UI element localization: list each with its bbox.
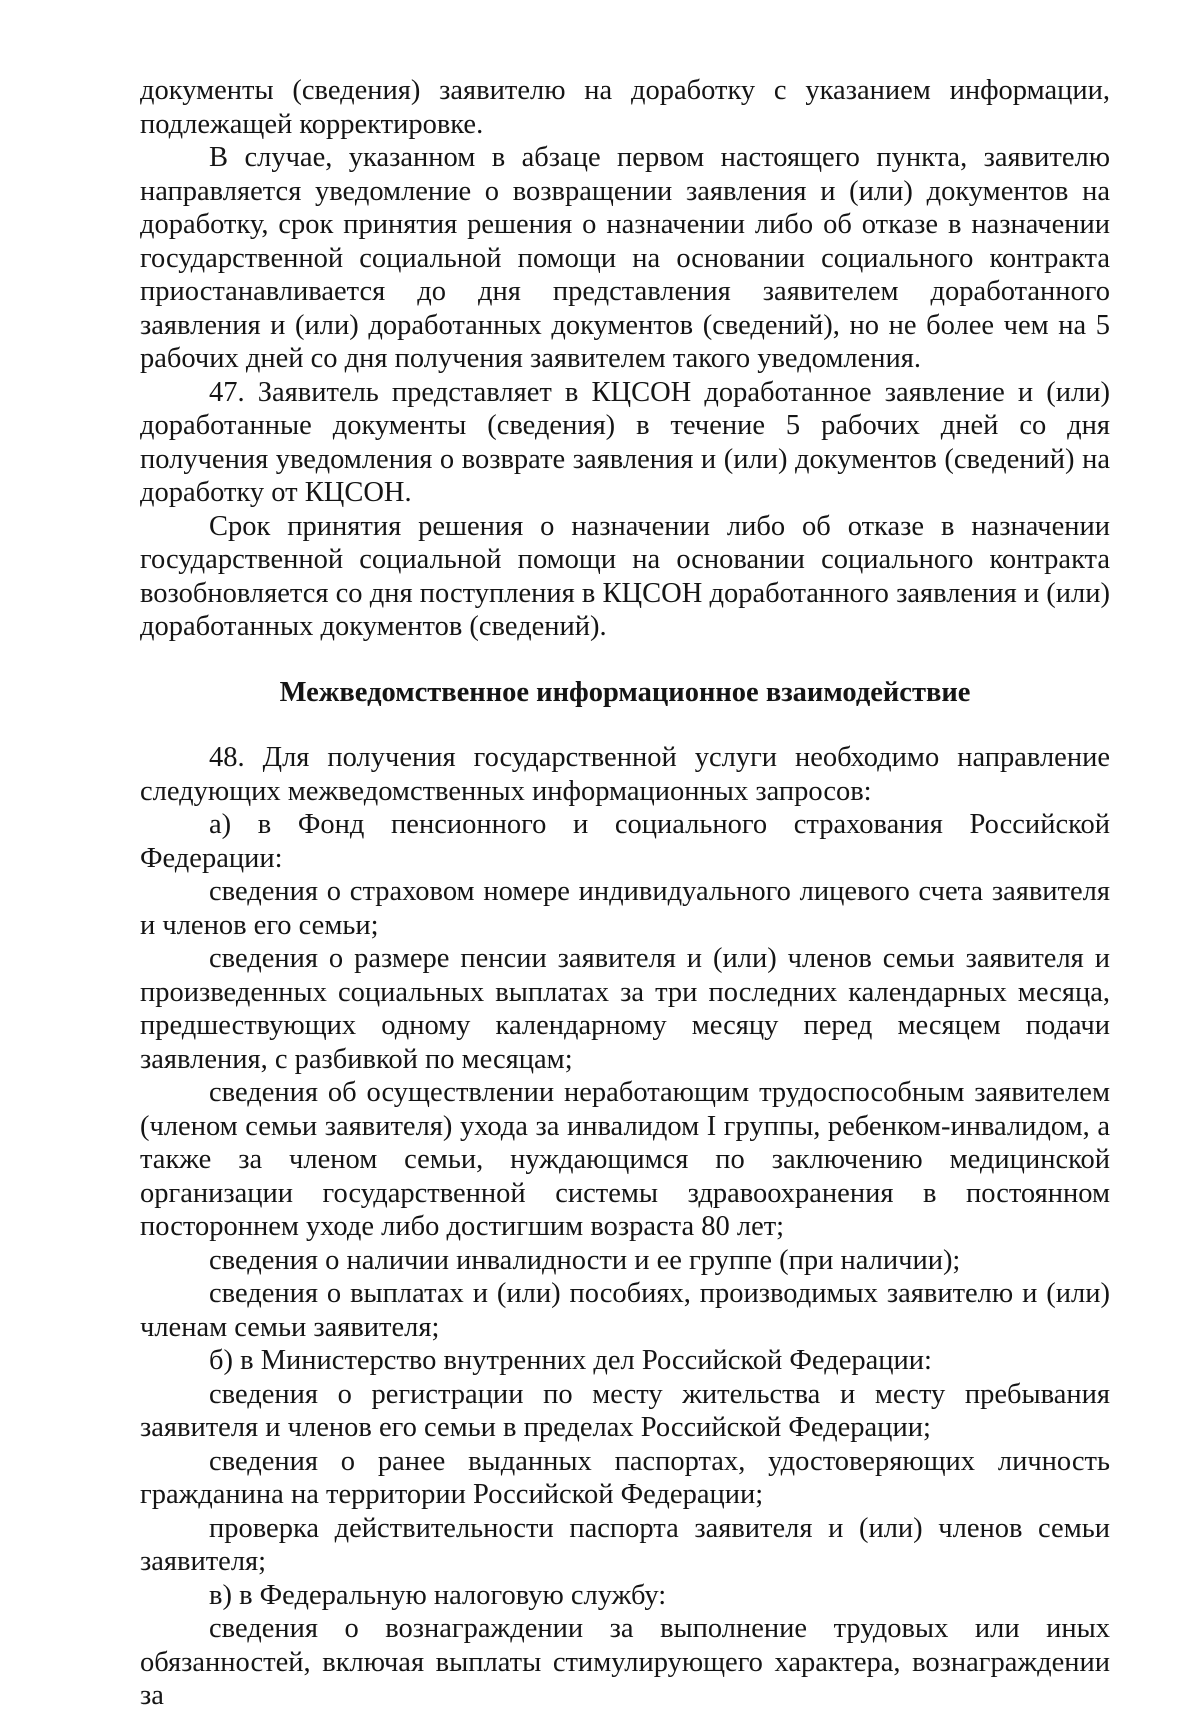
paragraph: сведения о ранее выданных паспортах, удостоверяющих личность гражданина на территории Российской Федерации; [140,1445,1110,1510]
paragraph: сведения о регистрации по месту жительства и месту пребывания заявителя и членов его семьи в пределах Российской Федерации; [140,1378,1110,1443]
subitem-a: а) в Фонд пенсионного и социального страхования Российской Федерации: [140,809,1110,874]
paragraph: документы (сведения) заявителю на доработку с указанием информации, подлежащей корректировке. [140,75,1110,140]
paragraph: сведения о страховом номере индивидуального лицевого счета заявителя и членов его семьи; [140,876,1110,941]
paragraph-item-47: 47. Заявитель представляет в КЦСОН доработанное заявление и (или) доработанные документы (сведения) в течение 5 рабочих дней со дня получения уведомления о возврате заявления и (или) документов (сведений) на доработку от КЦСОН. [140,376,1110,508]
paragraph: проверка действительности паспорта заявителя и (или) членов семьи заявителя; [140,1512,1110,1577]
paragraph: сведения о вознаграждении за выполнение трудовых или иных обязанностей, включая выплаты стимулирующего характера, вознаграждении за [140,1613,1110,1711]
paragraph: В случае, указанном в абзаце первом настоящего пункта, заявителю направляется уведомление о возвращении заявления и (или) документов на доработку, срок принятия решения о назначении либо об отказе в назначении государственной социальной помощи на основании социального контракта приостанавливается до дня представления заявителем доработанного заявления и (или) доработанных документов (сведений), но не более чем на 5 рабочих дней со дня получения заявителем такого уведомления. [140,142,1110,374]
paragraph-item-48: 48. Для получения государственной услуги необходимо направление следующих межведомственных информационных запросов: [140,742,1110,807]
paragraph: Срок принятия решения о назначении либо об отказе в назначении государственной социальной помощи на основании социального контракта возобновляется со дня поступления в КЦСОН доработанного заявления и (или) доработанных документов (сведений). [140,510,1110,642]
paragraph: сведения о наличии инвалидности и ее группе (при наличии); [209,1244,961,1276]
subitem-v: в) в Федеральную налоговую службу: [209,1579,667,1611]
paragraph: сведения об осуществлении неработающим трудоспособным заявителем (членом семьи заявителя) ухода за инвалидом I группы, ребенком-инвалидом, а также за членом семьи, нуждающимся по заключению медицинской организации государственной системы здравоохранения в постоянном постороннем уходе либо достигшим возраста 80 лет; [140,1077,1110,1242]
document-body [140,74,1110,1713]
section-heading: Межведомственное информационное взаимодействие [279,676,971,708]
subitem-b: б) в Министерство внутренних дел Российской Федерации: [209,1345,932,1376]
paragraph: сведения о размере пенсии заявителя и (или) членов семьи заявителя и произведенных социальных выплатах за три последних календарных месяца, предшествующих одному календарному месяцу перед месяцем подачи заявления, с разбивкой по месяцам; [140,943,1110,1075]
paragraph: сведения о выплатах и (или) пособиях, производимых заявителю и (или) членам семьи заявителя; [140,1278,1110,1343]
